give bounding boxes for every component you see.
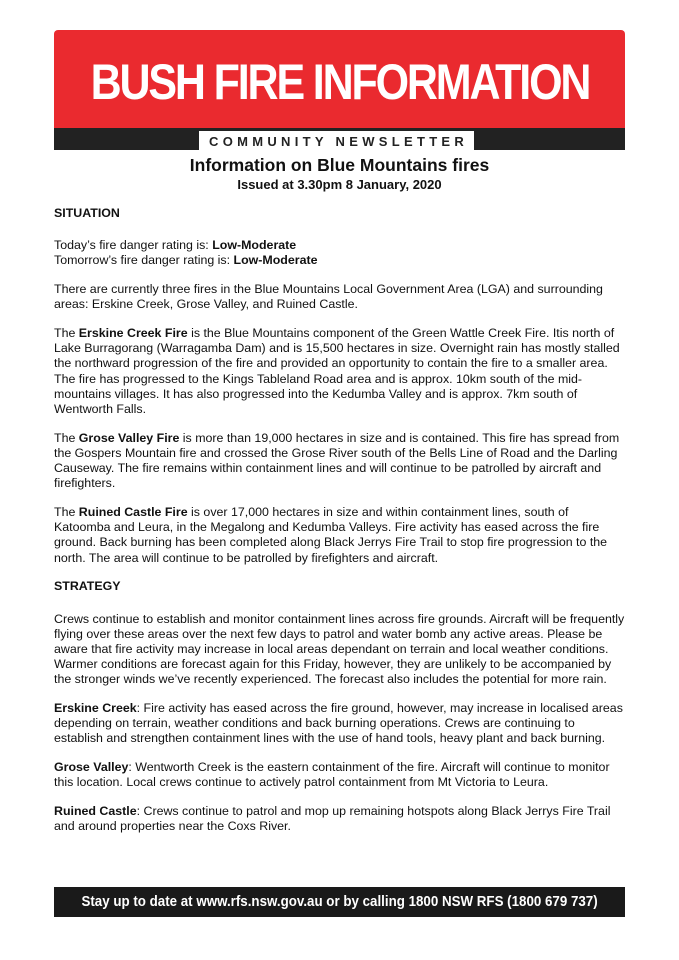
header-banner <box>54 30 625 128</box>
document-title: Information on Blue Mountains fires <box>189 155 490 175</box>
situation-erskine-name: Erskine Creek Fire <box>78 326 188 341</box>
strategy-grose-valley <box>54 760 626 790</box>
fire-danger-ratings <box>54 238 626 268</box>
strategy-intro: Crews continue to establish and monitor containment lines across fire grounds. Aircraft will be frequently flying over these areas over the next few days to patrol and water bomb any active areas. Please be aware that fire activity may increase in local areas dependant on terrain and local weather conditions. Warmer conditions are forecast again for this Friday, however, they are unlikely to be accompanied by the stronger winds we’ve recently experienced. The forecast also includes the potential for more rain. <box>54 611 625 687</box>
strategy-ruined-name: Ruined Castle <box>54 804 137 819</box>
strategy-ruined-castle <box>54 804 626 834</box>
rating-today-value: Low-Moderate <box>212 238 297 253</box>
strategy-erskine-creek <box>54 701 626 747</box>
strategy-erskine-text: : Fire activity has eased across the fire ground, however, may increase in localised areas depending on terrain, weather conditions and back burning operations. Crews are continuing to establish and strengthen containment lines with the use of hand tools, heavy plant and back burning. <box>54 701 623 746</box>
footer-bar <box>54 887 625 917</box>
situation-erskine-creek <box>54 326 626 417</box>
strategy-heading: STRATEGY <box>54 579 121 594</box>
situation-ruined-castle <box>54 505 626 566</box>
situation-overview: There are currently three fires in the Blue Mountains Local Government Area (LGA) and surrounding areas: Erskine Creek, Grose Valley, and Ruined Castle. <box>54 282 603 312</box>
strategy-ruined-text: : Crews continue to patrol and mop up remaining hotspots along Black Jerrys Fire Trail and around properties near the Coxs River. <box>54 804 611 834</box>
situation-erskine-text: is the Blue Mountains component of the Green Wattle Creek Fire. Itis north of Lake Burragorang (Warragamba Dam) and is 15,500 hectares in size. Overnight rain has mostly stalled the northward progression of the fire and provided an opportunity to contain the fire to a smaller area. The fire has progressed to the Kings Tableland Road area and is approx. 10km south of the mid-mountains villages. It has also progressed into the Kedumba Valley and is approx. 7km south of Wentworth Falls. <box>54 326 620 417</box>
header-title: BUSH FIRE INFORMATION <box>90 54 589 110</box>
situation-erskine-pre: The <box>54 326 79 341</box>
situation-grose-name: Grose Valley Fire <box>78 430 180 445</box>
rating-tomorrow-label: Tomorrow’s fire danger rating is: <box>54 253 234 268</box>
situation-grose-pre: The <box>54 430 79 445</box>
situation-grose-valley <box>54 431 626 492</box>
situation-ruined-text: is over 17,000 hectares in size and within containment lines, south of Katoomba and Leura, in the Megalong and Kedumba Valleys. Fire activity has eased across the fire ground. Back burning has been completed along Black Jerrys Fire Trail to stop fire progression to the north. The area will continue to be patrolled by firefighters and aircraft. <box>54 505 608 565</box>
situation-heading: SITUATION <box>54 206 120 220</box>
header-subtitle: COMMUNITY NEWSLETTER <box>199 131 474 151</box>
rating-tomorrow-value: Low-Moderate <box>233 253 318 268</box>
issued-date: Issued at 3.30pm 8 January, 2020 <box>237 177 442 192</box>
situation-ruined-pre: The <box>54 505 79 520</box>
situation-grose-text: is more than 19,000 hectares in size and is contained. This fire has spread from the Gospers Mountain fire and crossed the Grose River south of the Bells Line of Road and the Darling Causeway. The fire remains within containment lines and will continue to be patrolled by aircraft and firefighters. <box>54 430 620 491</box>
header-subbar <box>54 128 625 150</box>
newsletter-body <box>54 206 626 848</box>
rating-today-label: Today’s fire danger rating is: <box>54 238 213 253</box>
situation-ruined-name: Ruined Castle Fire <box>78 505 188 520</box>
strategy-grose-name: Grose Valley <box>54 760 129 775</box>
strategy-erskine-name: Erskine Creek <box>54 701 137 716</box>
strategy-grose-text: : Wentworth Creek is the eastern containment of the fire. Aircraft will continue to monitor this location. Local crews continue to actively patrol containment from Mt Victoria to Leura. <box>54 760 610 790</box>
footer-contact-text: Stay up to date at www.rfs.nsw.gov.au or by calling 1800 NSW RFS (1800 679 737) <box>81 894 598 910</box>
